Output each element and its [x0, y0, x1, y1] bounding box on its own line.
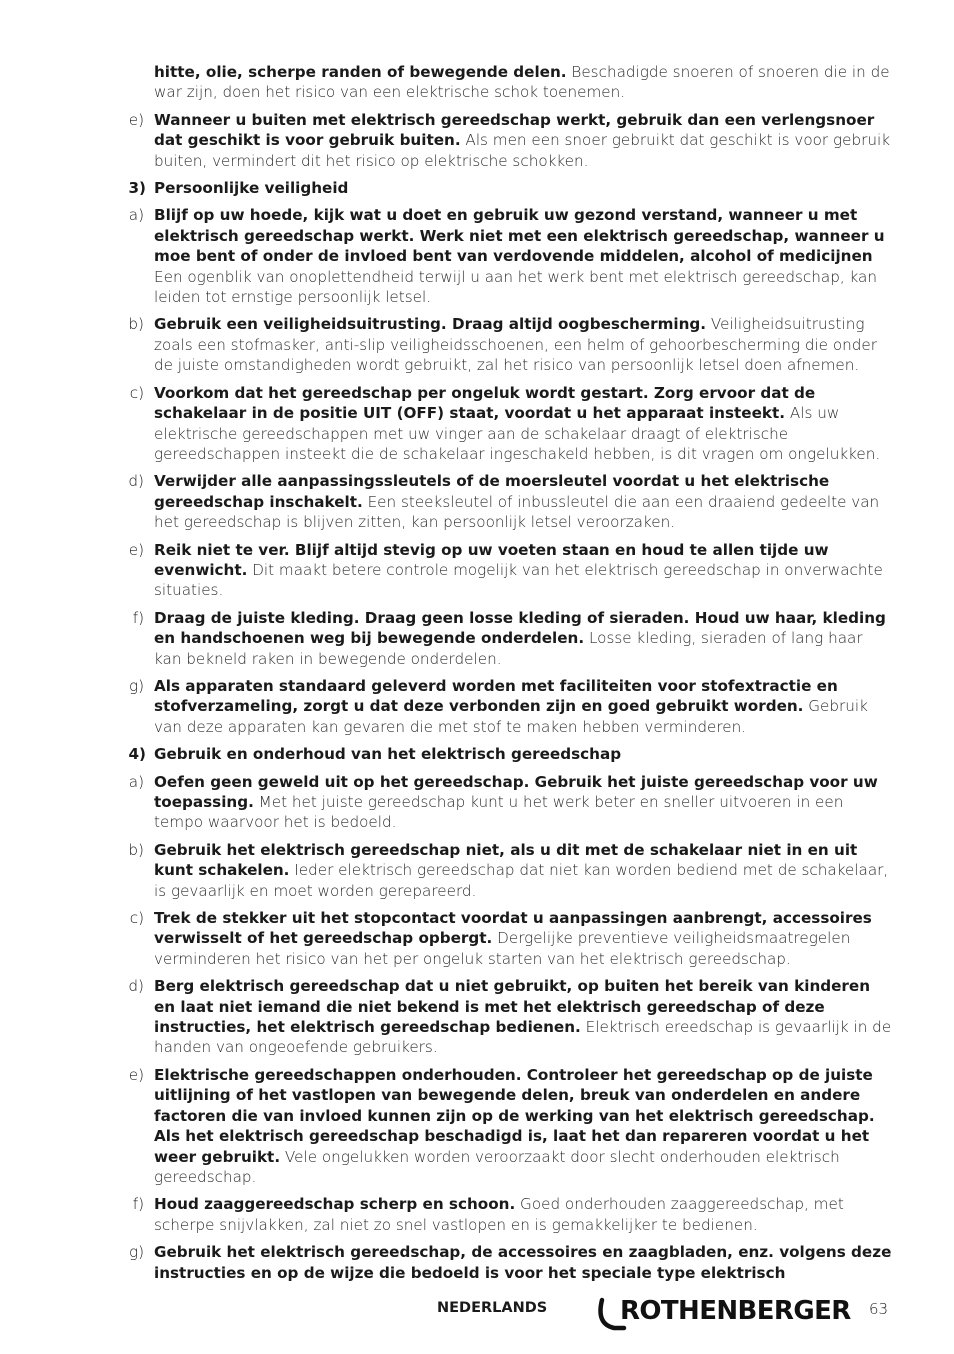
item-bold-text: Voorkom dat het gereedschap per ongeluk wordt gestart. Zorg ervoor dat de schakelaar in de positie UIT (OFF) staat, voordat u het apparaat insteekt. [154, 383, 816, 423]
list-item [0, 676, 954, 737]
item-body-text: Goed onderhouden zaaggereedschap, met scherpe snijvlakken, zal niet zo snel vastlopen en is gemakkelijker te bedienen. [154, 1195, 844, 1234]
item-label: b) [128, 840, 144, 859]
item-bold-text: Verwijder alle aanpassingssleutels of de moersleutel voordat u het elektrische gereedschap inschakelt. [154, 472, 830, 511]
item-label: d) [128, 977, 144, 996]
list-item [0, 383, 954, 465]
item-bold-text: Houd zaaggereedschap scherp en schoon. [154, 1195, 516, 1214]
brand-logo [594, 1294, 851, 1334]
item-body-text: Als men een snoer gebruikt dat geschikt is voor gebruik buiten, vermindert dit het risico op elektrische schokken. [154, 131, 890, 170]
section-heading [0, 744, 954, 764]
item-label: 3) [128, 179, 146, 198]
list-item [0, 1065, 954, 1187]
item-bold-text: Persoonlijke veiligheid [154, 179, 349, 198]
item-bold-text: Gebruik het elektrisch gereedschap, de accessoires en zaagbladen, enz. volgens deze instructies en op de wijze die bedoeld is voor het speciale type elektrisch [154, 1243, 892, 1282]
page-number: 63 [869, 1300, 889, 1318]
list-item [0, 608, 954, 669]
item-bold-text: Draag de juiste kleding. Draag geen losse kleding of sieraden. Houd uw haar, kleding en handschoenen weg bij bewegende onderdelen. [154, 608, 886, 648]
item-label: c) [129, 909, 144, 928]
section-heading [0, 178, 954, 198]
item-body-text: Dit maakt betere controle mogelijk van het elektrisch gereedschap in onverwachte situaties. [154, 560, 883, 600]
item-bold-text: Elektrische gereedschappen onderhouden. Controleer het gereedschap op de juiste uitlijning of het vastlopen van bewegende delen, breuk van onderdelen en andere factoren die van invloed kunnen zijn op de werking van het elektrisch gereedschap. Als het elektrisch gereedschap beschadigd is, laat het dan repareren voordat u het weer gebruikt. [154, 1065, 875, 1166]
item-label: c) [129, 383, 144, 402]
item-bold-text: Berg elektrisch gereedschap dat u niet gebruikt, op buiten het bereik van kinderen en laat niet iemand die niet bekend is met het elektrisch gereedschap of deze instructies, het elektrisch gereedschap bedienen. [154, 977, 871, 1037]
item-bold-text: Gebruik en onderhoud van het elektrisch gereedschap [154, 745, 622, 764]
list-item [0, 62, 954, 103]
item-body-text: Als uw elektrische gereedschappen met uw vinger aan de schakelaar draagt of elektrische gereedschappen insteekt die de schakelaar ingeschakeld hebben, is dit vragen om ongelukken. [154, 404, 881, 463]
item-label: g) [128, 1243, 144, 1262]
item-label: e) [128, 540, 144, 559]
language-label: NEDERLANDS [437, 1300, 548, 1316]
brand-name: ROTHENBERGER [620, 1296, 851, 1326]
item-bold-text: Als apparaten standaard geleverd worden met faciliteiten voor stofextractie en stofverzameling, zorgt u dat deze verbonden zijn en goed gebruikt worden. [154, 676, 838, 716]
document-body [0, 62, 954, 1290]
item-body-text: Een steeksleutel of inbussleutel die aan een draaiend gedeelte van het gereedschap is blijven zitten, kan persoonlijk letsel veroorzaken. [154, 492, 880, 532]
list-item [0, 772, 954, 833]
item-bold-text: hitte, olie, scherpe randen of bewegende delen. [154, 63, 567, 81]
item-bold-text: Trek de stekker uit het stopcontact voordat u aanpassingen aanbrengt, accessoires verwisselt of het gereedschap opbergt. [154, 909, 872, 948]
item-label: d) [128, 472, 144, 491]
list-item [0, 471, 954, 532]
list-item [0, 1194, 954, 1235]
list-item [0, 908, 954, 969]
item-label: a) [128, 772, 144, 791]
item-body-text: Gebruik van deze apparaten kan gevaren die met stof te maken hebben verminderen. [154, 697, 868, 736]
item-label: e) [128, 1065, 144, 1084]
item-bold-text: Oefen geen geweld uit op het gereedschap. Gebruik het juiste gereedschap voor uw toepassing. [154, 772, 878, 811]
list-item [0, 840, 954, 901]
item-body-text: Beschadigde snoeren of snoeren die in de war zijn, doen het risico van een elektrische schok toenemen. [154, 63, 890, 102]
item-body-text: Met het juiste gereedschap kunt u het werk beter en sneller uitvoeren in een tempo waarvoor het is bedoeld. [154, 793, 844, 832]
item-bold-text: Wanneer u buiten met elektrisch gereedschap werkt, gebruik dan een verlengsnoer dat geschikt is voor gebruik buiten. [154, 110, 875, 150]
item-body-text: Veiligheidsuitrusting zoals een stofmasker, anti-slip veiligheidsschoenen, een helm of gehoorbescherming die onder de juiste omstandigheden wordt gebruikt, zal het risico van persoonlijk letsel doen afnemen. [154, 315, 877, 375]
item-label: b) [128, 315, 144, 334]
item-body-text: Vele ongelukken worden veroorzaakt door slecht onderhouden elektrisch gereedschap. [154, 1147, 840, 1186]
item-label: f) [132, 1195, 144, 1214]
list-item [0, 976, 954, 1058]
list-item [0, 314, 954, 375]
list-item [0, 110, 954, 171]
item-label: f) [132, 608, 144, 627]
list-item [0, 540, 954, 601]
item-bold-text: Gebruik een veiligheidsuitrusting. Draag altijd oogbescherming. [154, 315, 707, 334]
item-bold-text: Reik niet te ver. Blijf altijd stevig op uw voeten staan en houd te allen tijde uw evenwicht. [154, 540, 829, 579]
item-label: a) [128, 206, 144, 225]
item-body-text: Ieder elektrisch gereedschap dat niet kan worden bediend met de schakelaar, is gevaarlijk en moet worden gerepareerd. [154, 861, 889, 900]
item-body-text: Een ogenblik van onoplettendheid terwijl u aan het werk bent met elektrisch gereedschap, kan leiden tot ernstige persoonlijk letsel. [154, 267, 877, 307]
item-body-text: Dergelijke preventieve veiligheidsmaatregelen verminderen het risico van het per ongeluk starten van het elektrisch gereedschap. [154, 929, 851, 968]
item-label: 4) [128, 745, 146, 764]
item-bold-text: Gebruik het elektrisch gereedschap niet, als u dit met de schakelaar niet in en uit kunt schakelen. [154, 840, 858, 880]
item-label: e) [128, 110, 144, 129]
list-item [0, 1242, 954, 1283]
list-item [0, 205, 954, 307]
item-label: g) [128, 676, 144, 695]
page-footer [0, 1294, 954, 1334]
item-body-text: Elektrisch ereedschap is gevaarlijk in de handen van ongeoefende gebruikers. [154, 1018, 892, 1057]
item-body-text: Losse kleding, sieraden of lang haar kan bekneld raken in bewegende onderdelen. [154, 629, 863, 668]
item-bold-text: Blijf op uw hoede, kijk wat u doet en gebruik uw gezond verstand, wanneer u met elektrisch gereedschap werkt. Werk niet met een elektrisch gereedschap, wanneer u moe bent of onder de invloed bent van verdovende middelen, alcohol of medicijnen [154, 206, 885, 266]
